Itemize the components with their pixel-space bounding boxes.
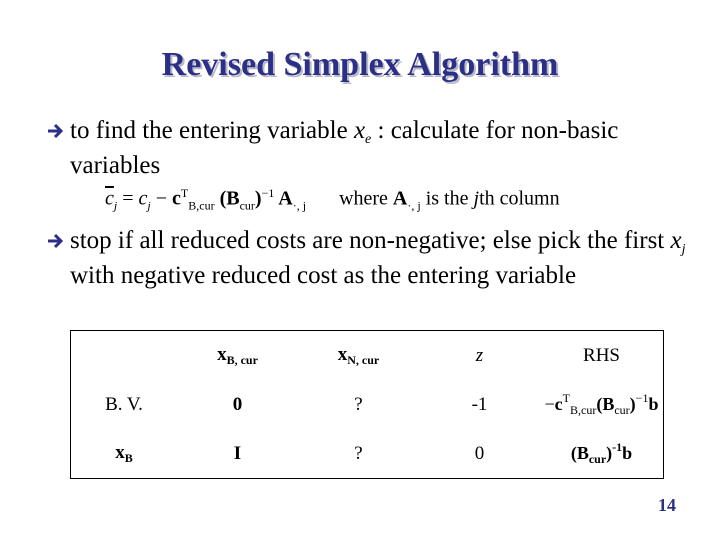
row-label: $x_B$ [115,441,133,465]
rhs-objective-formula: $-c^T_{B,cur}(B_{cur})^{-1}b$ [544,391,659,417]
rhs-basic-formula: $(B_{cur})^{-1}b$ [570,440,633,466]
header-cell [71,331,178,381]
header-cell: RHS [583,344,620,366]
table-cell: I [233,442,242,464]
reduced-cost-formula: $\overline{c}_j = c_j - c^T_{B,cur}$ $(B_{cur})^{-1}$ $A_{\cdot, j}$ where $A_{\cdot, j}$ is the jth column [105,186,560,213]
table-cell: ? [354,393,363,415]
simplex-tableau [70,330,664,479]
table-cell: ? [354,442,363,464]
table-cell: 0 [232,393,243,415]
table-cell: 0 [474,442,485,464]
bullet-text: to find the entering variable $x_e$ : calculate for non-basic variables [70,117,619,179]
page-number: 14 [658,495,676,515]
table-header-row [71,331,664,381]
table-row [71,429,664,479]
right-arrow-icon [46,118,66,144]
table-row [71,380,664,429]
bullet-text: stop if all reduced costs are non-negative; else pick the first $x_j$ with negative reduced cost as the entering variable [70,227,686,289]
header-cell: $x_{N, cur}$ [337,343,380,367]
header-cell: $x_{B, cur}$ [217,343,258,367]
table-cell: -1 [471,393,488,415]
right-arrow-icon [46,228,66,254]
header-cell: z [475,344,484,366]
row-label: B. V. [105,393,143,415]
slide-title: Revised Simplex Algorithm [161,46,559,83]
